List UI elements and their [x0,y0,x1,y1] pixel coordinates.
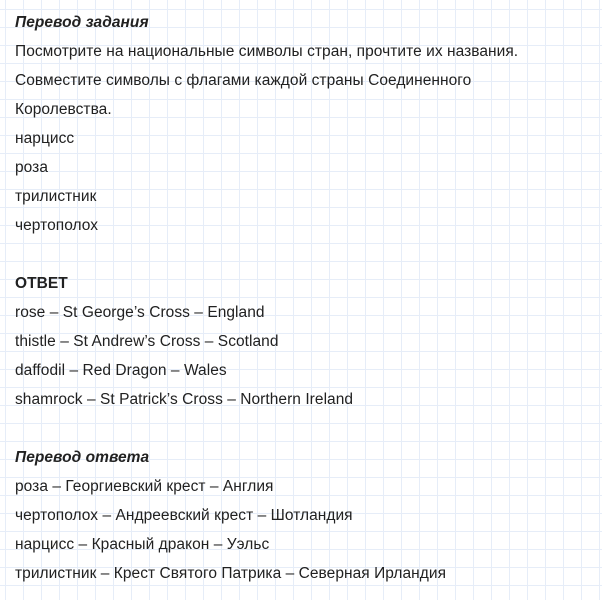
answer-item: daffodil – Red Dragon – Wales [15,362,227,379]
answer-section [15,269,595,414]
symbol-item: трилистник [15,188,97,205]
symbol-item: роза [15,159,48,176]
answer-item: shamrock – St Patrick’s Cross – Northern Ireland [15,391,354,408]
answer-translation-item: роза – Георгиевский крест – Англия [15,478,274,495]
task-instruction-line: Совместите символы с флагами каждой страны Соединенного [15,72,472,89]
answer-heading: ОТВЕТ [15,275,68,292]
task-translation-heading: Перевод задания [15,14,149,31]
answer-item: rose – St George’s Cross – England [15,304,265,321]
spacer [15,414,595,443]
symbol-item: нарцисс [15,130,75,147]
answer-translation-heading: Перевод ответа [15,449,150,466]
symbol-item: чертополох [15,217,99,234]
answer-translation-item: чертополох – Андреевский крест – Шотландия [15,507,353,524]
task-instruction-line: Посмотрите на национальные символы стран, прочтите их названия. [15,43,519,60]
answer-translation-item: трилистник – Крест Святого Патрика – Северная Ирландия [15,565,447,582]
answer-translation-item: нарцисс – Красный дракон – Уэльс [15,536,270,553]
document-body [15,8,595,588]
task-translation-section [15,8,595,240]
spacer [15,240,595,269]
answer-item: thistle – St Andrew’s Cross – Scotland [15,333,279,350]
answer-translation-section [15,443,595,588]
task-instruction-line: Королевства. [15,101,112,118]
